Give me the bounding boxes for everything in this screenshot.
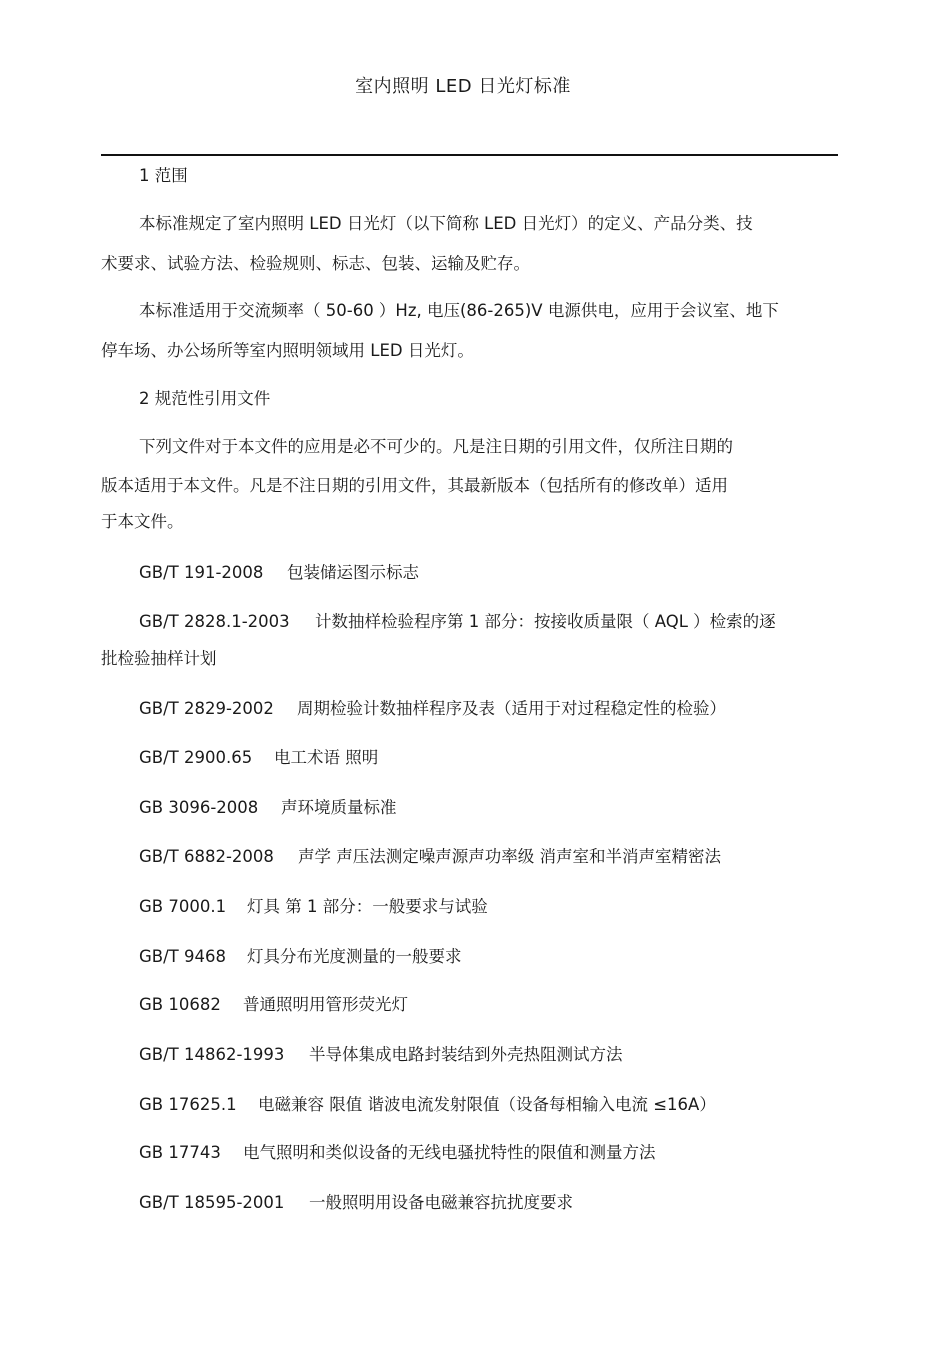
reference-title: 电气照明和类似设备的无线电骚扰特性的限值和测量方法 — [243, 1143, 656, 1162]
reference-item — [139, 946, 462, 968]
title-divider — [101, 154, 838, 156]
section-2-intro-line-2: 版本适用于本文件。凡是不注日期的引用文件，其最新版本（包括所有的修改单）适用 — [101, 476, 728, 495]
section-2-heading: 2 规范性引用文件 — [139, 389, 271, 408]
page-title: 室内照明 LED 日光灯标准 — [355, 76, 571, 97]
reference-title: 灯具 第 1 部分：一般要求与试验 — [247, 897, 488, 916]
reference-item-continuation: 批检验抽样计划 — [101, 649, 217, 668]
reference-title: 电工术语 照明 — [274, 748, 379, 767]
reference-title: 电磁兼容 限值 谐波电流发射限值（设备每相输入电流 ≤16A） — [258, 1095, 716, 1114]
reference-item — [139, 611, 776, 633]
reference-item — [139, 1192, 573, 1214]
reference-item — [139, 797, 397, 819]
section-1-paragraph-2-line-2: 停车场、办公场所等室内照明领域用 LED 日光灯。 — [101, 341, 474, 360]
reference-code: GB 17625.1 — [139, 1095, 237, 1114]
section-1-paragraph-1-line-2: 术要求、试验方法、检验规则、标志、包装、运输及贮存。 — [101, 254, 530, 273]
reference-item — [139, 1142, 656, 1164]
reference-item — [139, 562, 419, 584]
reference-item — [139, 896, 488, 918]
section-1-paragraph-1-line-1: 本标准规定了室内照明 LED 日光灯（以下简称 LED 日光灯）的定义、产品分类、技 — [139, 214, 753, 233]
reference-title: 声学 声压法测定噪声源声功率级 消声室和半消声室精密法 — [298, 847, 721, 866]
reference-code: GB/T 18595-2001 — [139, 1193, 285, 1212]
reference-title: 普通照明用管形荧光灯 — [243, 995, 408, 1014]
reference-code: GB/T 191-2008 — [139, 563, 264, 582]
reference-code: GB 10682 — [139, 995, 221, 1014]
reference-title: 一般照明用设备电磁兼容抗扰度要求 — [309, 1193, 573, 1212]
section-1-paragraph-2-line-1: 本标准适用于交流频率（ 50-60 ）Hz, 电压(86-265)V 电源供电，应用于会议室、地下 — [139, 301, 779, 320]
reference-title: 半导体集成电路封装结到外壳热阻测试方法 — [309, 1045, 623, 1064]
reference-code: GB 3096-2008 — [139, 798, 259, 817]
section-2-intro-line-3: 于本文件。 — [101, 512, 184, 531]
reference-item — [139, 698, 726, 720]
section-2-intro-line-1: 下列文件对于本文件的应用是必不可少的。凡是注日期的引用文件，仅所注日期的 — [139, 437, 733, 456]
reference-code: GB 17743 — [139, 1143, 221, 1162]
reference-code: GB/T 9468 — [139, 947, 226, 966]
reference-item — [139, 1094, 716, 1116]
reference-code: GB/T 14862-1993 — [139, 1045, 285, 1064]
reference-title: 计数抽样检验程序第 1 部分：按接收质量限（ AQL ）检索的逐 — [315, 612, 776, 631]
reference-code: GB/T 2900.65 — [139, 748, 253, 767]
reference-code: GB 7000.1 — [139, 897, 227, 916]
reference-title: 声环境质量标准 — [281, 798, 397, 817]
reference-item — [139, 846, 721, 868]
reference-code: GB/T 2828.1-2003 — [139, 612, 290, 631]
reference-title: 周期检验计数抽样程序及表（适用于对过程稳定性的检验） — [297, 699, 726, 718]
reference-item — [139, 994, 408, 1016]
reference-item — [139, 1044, 623, 1066]
reference-code: GB/T 2829-2002 — [139, 699, 274, 718]
reference-code: GB/T 6882-2008 — [139, 847, 274, 866]
reference-title: 灯具分布光度测量的一般要求 — [247, 947, 462, 966]
reference-title: 包装储运图示标志 — [287, 563, 419, 582]
reference-item — [139, 747, 378, 769]
section-1-heading: 1 范围 — [139, 166, 188, 185]
